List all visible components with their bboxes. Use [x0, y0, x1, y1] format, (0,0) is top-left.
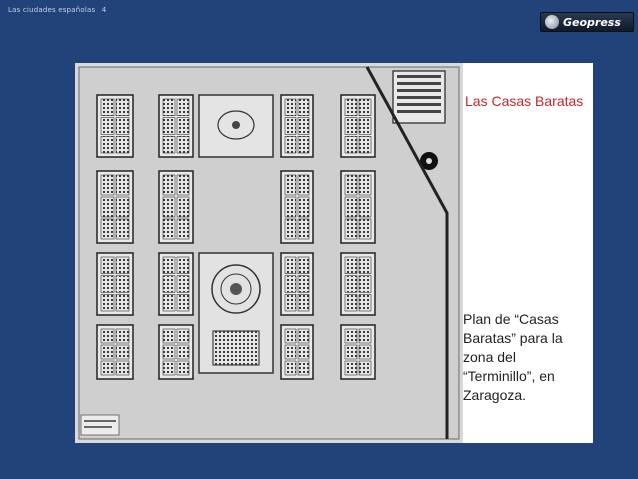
content-panel — [75, 63, 593, 443]
house-lot — [345, 257, 357, 274]
house-lot — [345, 276, 357, 293]
house-lot — [177, 118, 189, 135]
house-lot — [298, 136, 309, 153]
house-lot — [359, 361, 371, 375]
house-lot — [285, 136, 296, 153]
house-lot — [345, 99, 357, 116]
house-lot — [359, 197, 371, 217]
globe-icon — [545, 15, 559, 29]
house-lot — [285, 345, 296, 359]
house-lot — [285, 118, 296, 135]
house-lot — [101, 276, 114, 293]
house-lot — [116, 99, 129, 116]
house-lot — [116, 361, 129, 375]
house-lot — [298, 175, 309, 195]
house-lot — [345, 175, 357, 195]
legend-box — [393, 71, 445, 123]
house-lot — [163, 99, 175, 116]
house-lot — [177, 257, 189, 274]
house-lot — [359, 276, 371, 293]
house-lot — [116, 118, 129, 135]
house-lot — [298, 219, 309, 239]
house-lot — [163, 345, 175, 359]
logo — [540, 12, 634, 32]
house-lot — [298, 257, 309, 274]
house-lot — [285, 219, 296, 239]
house-lot — [101, 118, 114, 135]
house-lot — [177, 99, 189, 116]
house-lot — [163, 329, 175, 343]
house-lot — [345, 136, 357, 153]
house-lot — [163, 118, 175, 135]
archive-stamp — [81, 415, 119, 435]
house-lot — [116, 197, 129, 217]
house-lot — [101, 136, 114, 153]
house-lot — [101, 294, 114, 311]
house-lot — [116, 136, 129, 153]
house-lot — [116, 257, 129, 274]
house-lot — [163, 276, 175, 293]
house-lot — [163, 136, 175, 153]
house-lot — [163, 219, 175, 239]
house-lot — [345, 345, 357, 359]
house-lot — [116, 345, 129, 359]
house-lot — [359, 99, 371, 116]
house-lot — [116, 276, 129, 293]
house-lot — [177, 197, 189, 217]
house-lot — [101, 175, 114, 195]
house-lot — [345, 197, 357, 217]
house-lot — [359, 294, 371, 311]
house-lot — [298, 345, 309, 359]
slide-header — [8, 6, 110, 14]
house-lot — [101, 345, 114, 359]
house-lot — [177, 276, 189, 293]
house-lot — [177, 345, 189, 359]
central-park — [199, 253, 273, 373]
house-lot — [345, 294, 357, 311]
house-lot — [163, 257, 175, 274]
house-lot — [177, 329, 189, 343]
house-lot — [163, 294, 175, 311]
house-lot — [285, 197, 296, 217]
house-lot — [345, 329, 357, 343]
slide-title: Las Casas Baratas — [465, 93, 584, 109]
logo-text: Geopress — [563, 15, 621, 29]
house-lot — [116, 175, 129, 195]
house-lot — [177, 136, 189, 153]
house-lot — [177, 175, 189, 195]
house-lot — [101, 219, 114, 239]
house-lot — [177, 294, 189, 311]
house-lot — [285, 276, 296, 293]
house-lot — [101, 329, 114, 343]
house-lot — [345, 118, 357, 135]
slide-caption: Plan de “Casas Baratas” para la zona del “Terminillo”, en Zaragoza. — [463, 311, 563, 403]
house-lot — [285, 361, 296, 375]
house-lot — [101, 361, 114, 375]
house-lot — [359, 136, 371, 153]
house-lot — [298, 294, 309, 311]
house-lot — [359, 329, 371, 343]
header-title: Las ciudades españolas — [8, 6, 96, 14]
house-lot — [298, 99, 309, 116]
house-lot — [177, 361, 189, 375]
house-lot — [101, 99, 114, 116]
house-lot — [285, 294, 296, 311]
house-lot — [298, 329, 309, 343]
house-lot — [163, 361, 175, 375]
house-lot — [298, 118, 309, 135]
house-lot — [116, 219, 129, 239]
house-lot — [163, 175, 175, 195]
house-lot — [298, 276, 309, 293]
house-lot — [359, 345, 371, 359]
house-lot — [285, 99, 296, 116]
house-lot — [285, 175, 296, 195]
house-lot — [101, 257, 114, 274]
house-lot — [298, 197, 309, 217]
city-plan-map — [75, 63, 463, 443]
house-lot — [298, 361, 309, 375]
house-lot — [345, 219, 357, 239]
house-lot — [116, 329, 129, 343]
house-lot — [101, 197, 114, 217]
house-lot — [359, 175, 371, 195]
house-lot — [177, 219, 189, 239]
house-lot — [359, 257, 371, 274]
page-number: 4 — [101, 6, 107, 14]
house-lot — [345, 361, 357, 375]
house-lot — [285, 329, 296, 343]
house-lot — [116, 294, 129, 311]
house-lot — [285, 257, 296, 274]
upper-plaza — [199, 95, 273, 157]
house-lot — [359, 219, 371, 239]
house-lot — [163, 197, 175, 217]
house-lot — [359, 118, 371, 135]
